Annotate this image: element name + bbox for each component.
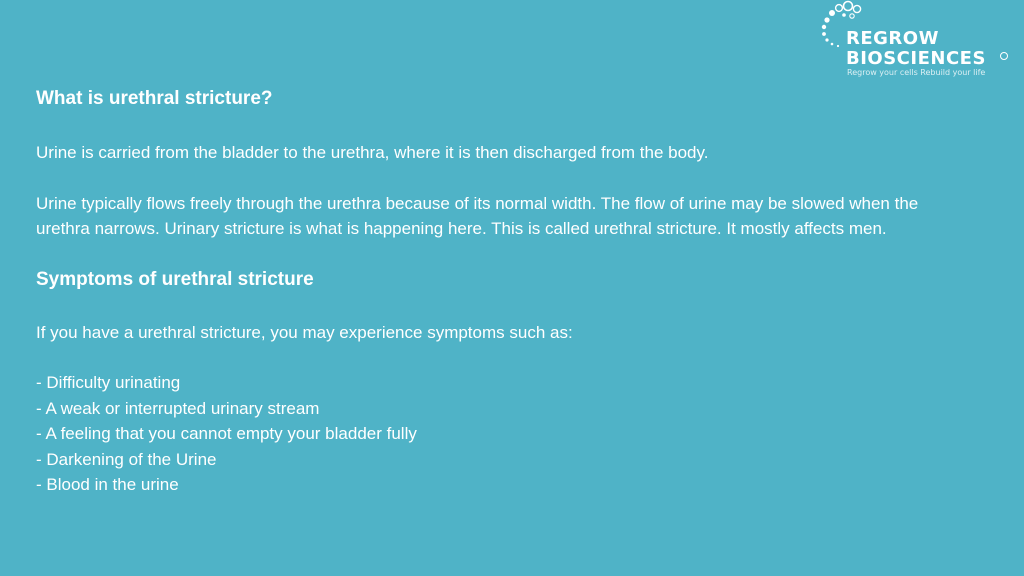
slide-content [36, 86, 936, 498]
section-heading-what-is: What is urethral stricture? [36, 88, 273, 109]
logo-wordmark-line2: BIOSCIENCES [846, 48, 986, 69]
paragraph-urine-carried: Urine is carried from the bladder to the urethra, where it is then discharged from the body. [36, 143, 709, 162]
list-item: - Darkening of the Urine [36, 449, 217, 469]
section-heading-symptoms: Symptoms of urethral stricture [36, 268, 314, 290]
logo-tagline: Regrow your cells Rebuild your life [847, 68, 986, 77]
registered-mark-icon [1000, 52, 1008, 60]
logo-wordmark-line1: REGROW [846, 28, 939, 49]
list-item: - A weak or interrupted urinary stream [36, 398, 320, 418]
symptoms-list [36, 370, 936, 498]
paragraph-urine-flow: Urine typically flows freely through the urethra because of its normal width. The flow of urine may be slowed when the urethra narrows. Urinary stricture is what is happening here. This is called urethral stricture. It mostly affects men. [36, 193, 919, 238]
list-item: - Blood in the urine [36, 475, 179, 494]
list-item: - Difficulty urinating [36, 373, 181, 392]
regrow-biosciences-logo[interactable] [818, 0, 1018, 80]
paragraph-symptoms-intro: If you have a urethral stricture, you may experience symptoms such as: [36, 322, 573, 342]
list-item: - A feeling that you cannot empty your bladder fully [36, 424, 417, 443]
